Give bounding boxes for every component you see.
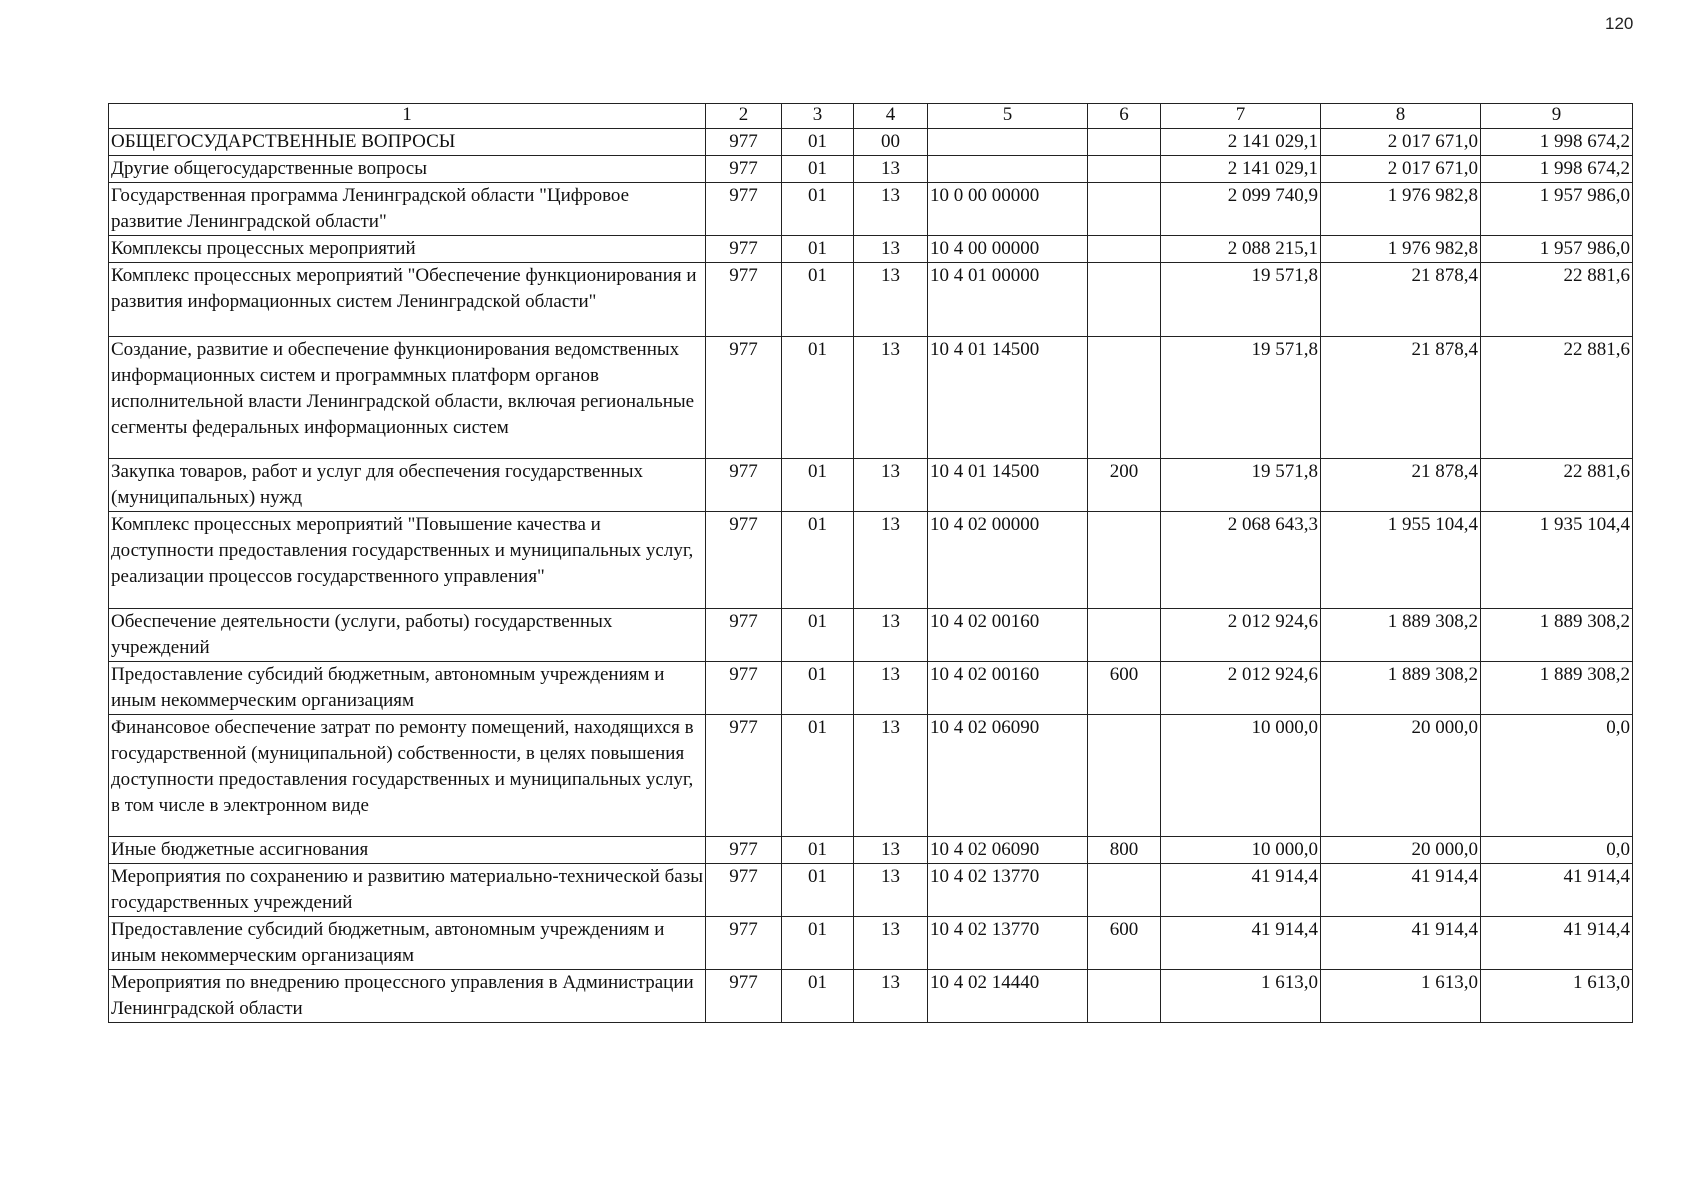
chapter-code-cell: 977 xyxy=(706,129,782,156)
table-row xyxy=(109,609,1633,662)
target-article-cell: 10 4 02 13770 xyxy=(928,917,1088,970)
target-article-cell xyxy=(928,129,1088,156)
section-cell: 01 xyxy=(782,662,854,715)
header-cell: 7 xyxy=(1161,104,1321,129)
subsection-cell: 00 xyxy=(854,129,928,156)
year1-amount-cell: 2 099 740,9 xyxy=(1161,183,1321,236)
year3-amount-cell: 22 881,6 xyxy=(1481,263,1633,337)
year2-amount-cell: 20 000,0 xyxy=(1321,837,1481,864)
section-cell: 01 xyxy=(782,512,854,609)
expense-type-cell xyxy=(1088,864,1161,917)
year2-amount-cell: 21 878,4 xyxy=(1321,337,1481,459)
expense-type-cell xyxy=(1088,970,1161,1023)
target-article-cell: 10 0 00 00000 xyxy=(928,183,1088,236)
subsection-cell: 13 xyxy=(854,864,928,917)
expense-type-cell: 800 xyxy=(1088,837,1161,864)
year2-amount-cell: 1 613,0 xyxy=(1321,970,1481,1023)
expense-type-cell: 600 xyxy=(1088,662,1161,715)
item-name-cell: Мероприятия по внедрению процессного управления в Администрации Ленинградской области xyxy=(109,970,706,1023)
header-cell: 6 xyxy=(1088,104,1161,129)
year1-amount-cell: 41 914,4 xyxy=(1161,864,1321,917)
item-name-cell: Предоставление субсидий бюджетным, автономным учреждениям и иным некоммерческим организациям xyxy=(109,662,706,715)
year1-amount-cell: 2 012 924,6 xyxy=(1161,662,1321,715)
subsection-cell: 13 xyxy=(854,662,928,715)
year1-amount-cell: 19 571,8 xyxy=(1161,337,1321,459)
target-article-cell: 10 4 01 14500 xyxy=(928,459,1088,512)
chapter-code-cell: 977 xyxy=(706,337,782,459)
subsection-cell: 13 xyxy=(854,263,928,337)
subsection-cell: 13 xyxy=(854,236,928,263)
table-row xyxy=(109,662,1633,715)
table-row xyxy=(109,970,1633,1023)
chapter-code-cell: 977 xyxy=(706,609,782,662)
year2-amount-cell: 41 914,4 xyxy=(1321,917,1481,970)
table-row xyxy=(109,263,1633,337)
table-row xyxy=(109,129,1633,156)
year1-amount-cell: 19 571,8 xyxy=(1161,263,1321,337)
chapter-code-cell: 977 xyxy=(706,970,782,1023)
item-name-cell: Обеспечение деятельности (услуги, работы) государственных учреждений xyxy=(109,609,706,662)
year1-amount-cell: 19 571,8 xyxy=(1161,459,1321,512)
year1-amount-cell: 2 141 029,1 xyxy=(1161,129,1321,156)
target-article-cell: 10 4 01 14500 xyxy=(928,337,1088,459)
year3-amount-cell: 0,0 xyxy=(1481,715,1633,837)
section-cell: 01 xyxy=(782,129,854,156)
year3-amount-cell: 0,0 xyxy=(1481,837,1633,864)
section-cell: 01 xyxy=(782,156,854,183)
target-article-cell: 10 4 02 00160 xyxy=(928,609,1088,662)
subsection-cell: 13 xyxy=(854,337,928,459)
year1-amount-cell: 1 613,0 xyxy=(1161,970,1321,1023)
table-row xyxy=(109,715,1633,837)
year3-amount-cell: 1 935 104,4 xyxy=(1481,512,1633,609)
year1-amount-cell: 2 068 643,3 xyxy=(1161,512,1321,609)
chapter-code-cell: 977 xyxy=(706,715,782,837)
subsection-cell: 13 xyxy=(854,156,928,183)
year2-amount-cell: 2 017 671,0 xyxy=(1321,156,1481,183)
header-cell: 4 xyxy=(854,104,928,129)
year3-amount-cell: 1 957 986,0 xyxy=(1481,183,1633,236)
year3-amount-cell: 41 914,4 xyxy=(1481,864,1633,917)
section-cell: 01 xyxy=(782,609,854,662)
chapter-code-cell: 977 xyxy=(706,263,782,337)
expense-type-cell xyxy=(1088,129,1161,156)
expense-type-cell xyxy=(1088,156,1161,183)
header-cell: 5 xyxy=(928,104,1088,129)
target-article-cell: 10 4 02 14440 xyxy=(928,970,1088,1023)
year2-amount-cell: 21 878,4 xyxy=(1321,459,1481,512)
chapter-code-cell: 977 xyxy=(706,837,782,864)
section-cell: 01 xyxy=(782,337,854,459)
year1-amount-cell: 2 088 215,1 xyxy=(1161,236,1321,263)
header-cell: 8 xyxy=(1321,104,1481,129)
year2-amount-cell: 1 976 982,8 xyxy=(1321,183,1481,236)
year2-amount-cell: 41 914,4 xyxy=(1321,864,1481,917)
table-row xyxy=(109,917,1633,970)
target-article-cell: 10 4 02 06090 xyxy=(928,715,1088,837)
chapter-code-cell: 977 xyxy=(706,864,782,917)
target-article-cell: 10 4 02 00160 xyxy=(928,662,1088,715)
item-name-cell: Предоставление субсидий бюджетным, автономным учреждениям и иным некоммерческим организациям xyxy=(109,917,706,970)
subsection-cell: 13 xyxy=(854,970,928,1023)
year2-amount-cell: 21 878,4 xyxy=(1321,263,1481,337)
target-article-cell: 10 4 02 13770 xyxy=(928,864,1088,917)
chapter-code-cell: 977 xyxy=(706,459,782,512)
target-article-cell: 10 4 02 06090 xyxy=(928,837,1088,864)
item-name-cell: Мероприятия по сохранению и развитию материально-технической базы государственных учреждений xyxy=(109,864,706,917)
section-cell: 01 xyxy=(782,459,854,512)
table-row xyxy=(109,337,1633,459)
year3-amount-cell: 1 613,0 xyxy=(1481,970,1633,1023)
year3-amount-cell: 41 914,4 xyxy=(1481,917,1633,970)
expense-type-cell xyxy=(1088,183,1161,236)
table-row xyxy=(109,459,1633,512)
subsection-cell: 13 xyxy=(854,917,928,970)
chapter-code-cell: 977 xyxy=(706,183,782,236)
section-cell: 01 xyxy=(782,263,854,337)
chapter-code-cell: 977 xyxy=(706,662,782,715)
year3-amount-cell: 22 881,6 xyxy=(1481,459,1633,512)
year2-amount-cell: 1 889 308,2 xyxy=(1321,609,1481,662)
year2-amount-cell: 1 955 104,4 xyxy=(1321,512,1481,609)
expense-type-cell xyxy=(1088,609,1161,662)
expense-type-cell xyxy=(1088,263,1161,337)
year1-amount-cell: 10 000,0 xyxy=(1161,715,1321,837)
table-header-row xyxy=(109,104,1633,129)
section-cell: 01 xyxy=(782,970,854,1023)
expense-type-cell: 200 xyxy=(1088,459,1161,512)
chapter-code-cell: 977 xyxy=(706,156,782,183)
table-row xyxy=(109,864,1633,917)
section-cell: 01 xyxy=(782,183,854,236)
year2-amount-cell: 20 000,0 xyxy=(1321,715,1481,837)
item-name-cell: Закупка товаров, работ и услуг для обеспечения государственных (муниципальных) нужд xyxy=(109,459,706,512)
header-cell: 2 xyxy=(706,104,782,129)
expense-type-cell xyxy=(1088,512,1161,609)
subsection-cell: 13 xyxy=(854,459,928,512)
year2-amount-cell: 1 889 308,2 xyxy=(1321,662,1481,715)
item-name-cell: Государственная программа Ленинградской области "Цифровое развитие Ленинградской области" xyxy=(109,183,706,236)
item-name-cell: ОБЩЕГОСУДАРСТВЕННЫЕ ВОПРОСЫ xyxy=(109,129,706,156)
expense-type-cell xyxy=(1088,236,1161,263)
item-name-cell: Финансовое обеспечение затрат по ремонту помещений, находящихся в государственной (муниципальной) собственности, в целях повышения доступности предоставления государственных и муниципальных услуг, в том числе в электронном виде xyxy=(109,715,706,837)
target-article-cell xyxy=(928,156,1088,183)
table-row xyxy=(109,156,1633,183)
subsection-cell: 13 xyxy=(854,183,928,236)
page-number: 120 xyxy=(1605,14,1634,33)
year3-amount-cell: 22 881,6 xyxy=(1481,337,1633,459)
expense-type-cell xyxy=(1088,337,1161,459)
year1-amount-cell: 2 012 924,6 xyxy=(1161,609,1321,662)
year3-amount-cell: 1 998 674,2 xyxy=(1481,129,1633,156)
section-cell: 01 xyxy=(782,864,854,917)
item-name-cell: Другие общегосударственные вопросы xyxy=(109,156,706,183)
target-article-cell: 10 4 00 00000 xyxy=(928,236,1088,263)
year2-amount-cell: 2 017 671,0 xyxy=(1321,129,1481,156)
year3-amount-cell: 1 889 308,2 xyxy=(1481,662,1633,715)
expense-type-cell: 600 xyxy=(1088,917,1161,970)
section-cell: 01 xyxy=(782,917,854,970)
item-name-cell: Комплекс процессных мероприятий "Повышение качества и доступности предоставления государственных и муниципальных услуг, реализации процессов государственного управления" xyxy=(109,512,706,609)
year1-amount-cell: 10 000,0 xyxy=(1161,837,1321,864)
target-article-cell: 10 4 01 00000 xyxy=(928,263,1088,337)
subsection-cell: 13 xyxy=(854,837,928,864)
chapter-code-cell: 977 xyxy=(706,236,782,263)
table-row xyxy=(109,512,1633,609)
expense-type-cell xyxy=(1088,715,1161,837)
section-cell: 01 xyxy=(782,236,854,263)
year3-amount-cell: 1 889 308,2 xyxy=(1481,609,1633,662)
table-row xyxy=(109,837,1633,864)
item-name-cell: Иные бюджетные ассигнования xyxy=(109,837,706,864)
subsection-cell: 13 xyxy=(854,609,928,662)
budget-table xyxy=(108,103,1633,1023)
subsection-cell: 13 xyxy=(854,715,928,837)
header-cell: 1 xyxy=(109,104,706,129)
year3-amount-cell: 1 957 986,0 xyxy=(1481,236,1633,263)
section-cell: 01 xyxy=(782,837,854,864)
subsection-cell: 13 xyxy=(854,512,928,609)
target-article-cell: 10 4 02 00000 xyxy=(928,512,1088,609)
item-name-cell: Комплексы процессных мероприятий xyxy=(109,236,706,263)
year3-amount-cell: 1 998 674,2 xyxy=(1481,156,1633,183)
table-row xyxy=(109,236,1633,263)
year2-amount-cell: 1 976 982,8 xyxy=(1321,236,1481,263)
year1-amount-cell: 41 914,4 xyxy=(1161,917,1321,970)
year1-amount-cell: 2 141 029,1 xyxy=(1161,156,1321,183)
chapter-code-cell: 977 xyxy=(706,512,782,609)
table-row xyxy=(109,183,1633,236)
item-name-cell: Комплекс процессных мероприятий "Обеспечение функционирования и развития информационных систем Ленинградской области" xyxy=(109,263,706,337)
section-cell: 01 xyxy=(782,715,854,837)
header-cell: 9 xyxy=(1481,104,1633,129)
item-name-cell: Создание, развитие и обеспечение функционирования ведомственных информационных систем и программных платформ органов исполнительной власти Ленинградской области, включая региональные сегменты федеральных информационных систем xyxy=(109,337,706,459)
header-cell: 3 xyxy=(782,104,854,129)
chapter-code-cell: 977 xyxy=(706,917,782,970)
